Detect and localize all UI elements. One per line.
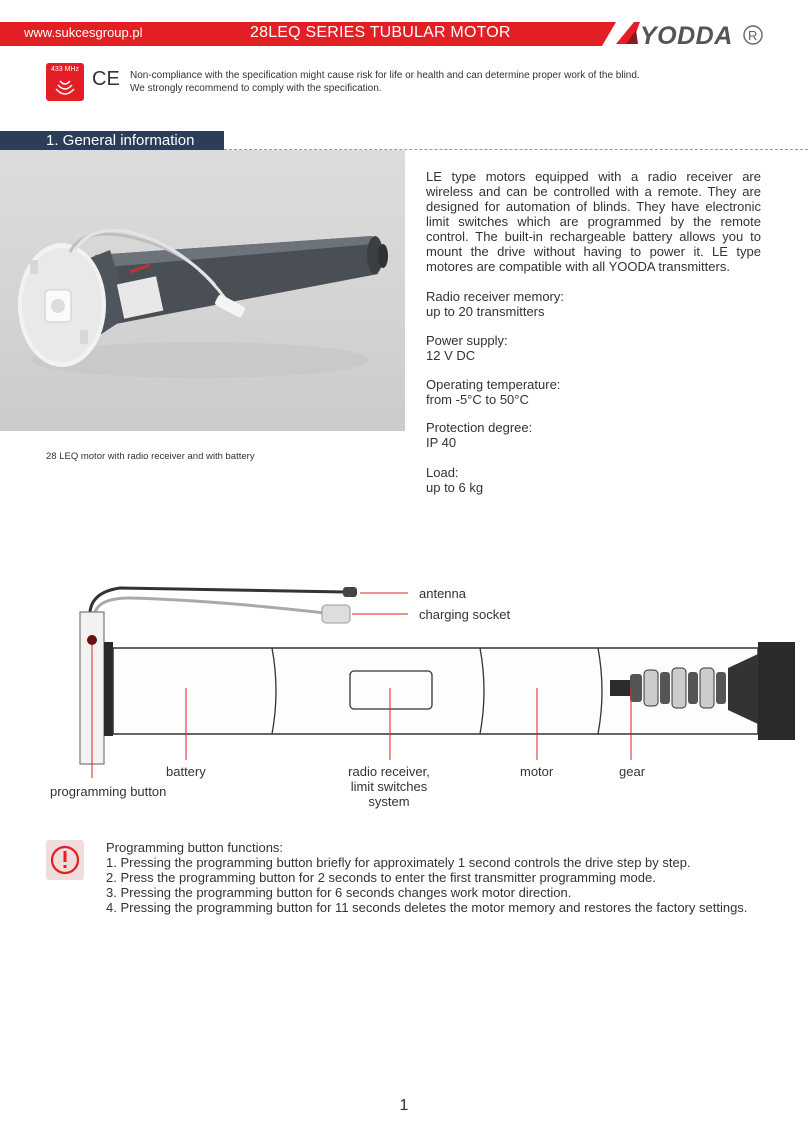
spec-label-temperature: Operating temperature:: [426, 377, 561, 392]
radio-waves-icon: [55, 76, 75, 96]
charging-socket-plug: [322, 605, 350, 623]
label-charging-socket: charging socket: [419, 607, 511, 622]
programming-functions: [106, 840, 747, 915]
page-number: 1: [399, 1097, 409, 1114]
antenna-tip: [343, 587, 357, 597]
ce-mark: CE: [92, 68, 120, 90]
spec-value-protection: IP 40: [426, 435, 457, 450]
label-battery: battery: [166, 764, 206, 779]
label-antenna: antenna: [419, 586, 466, 601]
spec-label-protection: Protection degree:: [426, 420, 533, 435]
antenna-cable: [90, 588, 345, 612]
programming-item: 2. Press the programming button for 2 seconds to enter the first transmitter programming mode.: [106, 870, 656, 885]
frequency-label: 433 MHz: [50, 66, 79, 73]
spec-value-power: 12 V DC: [426, 348, 476, 363]
label-radio-receiver-line1: radio receiver,: [348, 764, 430, 779]
spec-label-memory: Radio receiver memory:: [426, 289, 564, 304]
product-description: LE type motors equipped with a radio receiver are wireless and can be controlled with a remote. They are designed for automation of blinds. They have electronic limit switches which are programmed by the remote control. The built-in rechargeable battery allows you to mount the drive without having to power it. LE type motores are compatible with all YOODA transmitters.: [426, 169, 761, 274]
spec-value-load: up to 6 kg: [426, 480, 484, 495]
product-photo: [0, 150, 405, 431]
exclamation-icon: [46, 840, 84, 880]
programming-item: 3. Pressing the programming button for 6 seconds changes work motor direction.: [106, 885, 572, 900]
tubular-motor-illustration: [0, 150, 405, 431]
radio-frequency-badge: [46, 63, 84, 101]
spec-label-power: Power supply:: [426, 333, 508, 348]
label-radio-receiver-line2: limit switches system: [350, 779, 428, 809]
label-motor: motor: [520, 764, 554, 779]
programming-item: 1. Pressing the programming button briefly for approximately 1 second controls the drive step by step.: [106, 855, 691, 870]
notice-line-1: Non-compliance with the specification might cause risk for life or health and can determine proper work of the blind.: [130, 70, 640, 81]
label-gear: gear: [619, 764, 646, 779]
section-title: 1. General information: [46, 132, 195, 149]
brand-logo: [612, 18, 772, 52]
logo-mark-icon: [612, 18, 772, 52]
svg-text:R: R: [748, 28, 758, 43]
svg-text:YODDA: YODDA: [640, 22, 733, 50]
spec-value-temperature: from -5°C to 50°C: [426, 392, 529, 407]
charging-cable: [95, 598, 325, 613]
programming-button-dot[interactable]: [87, 635, 97, 645]
label-radio-receiver: [330, 764, 448, 809]
programming-item: 4. Pressing the programming button for 11 seconds deletes the motor memory and restores the factory settings.: [106, 900, 748, 915]
notice-line-2: We strongly recommend to comply with the specification.: [130, 83, 382, 94]
document-title: 28LEQ SERIES TUBULAR MOTOR: [250, 24, 511, 41]
spec-label-load: Load:: [426, 465, 459, 480]
photo-caption: 28 LEQ motor with radio receiver and with battery: [46, 451, 255, 462]
compliance-notice: [130, 69, 640, 95]
label-programming-button: programming button: [50, 784, 167, 799]
drive-head: [758, 642, 795, 740]
programming-title: Programming button functions:: [106, 840, 284, 855]
website-url[interactable]: www.sukcesgroup.pl: [24, 25, 143, 40]
warning-box: [46, 840, 84, 880]
spec-value-memory: up to 20 transmitters: [426, 304, 545, 319]
